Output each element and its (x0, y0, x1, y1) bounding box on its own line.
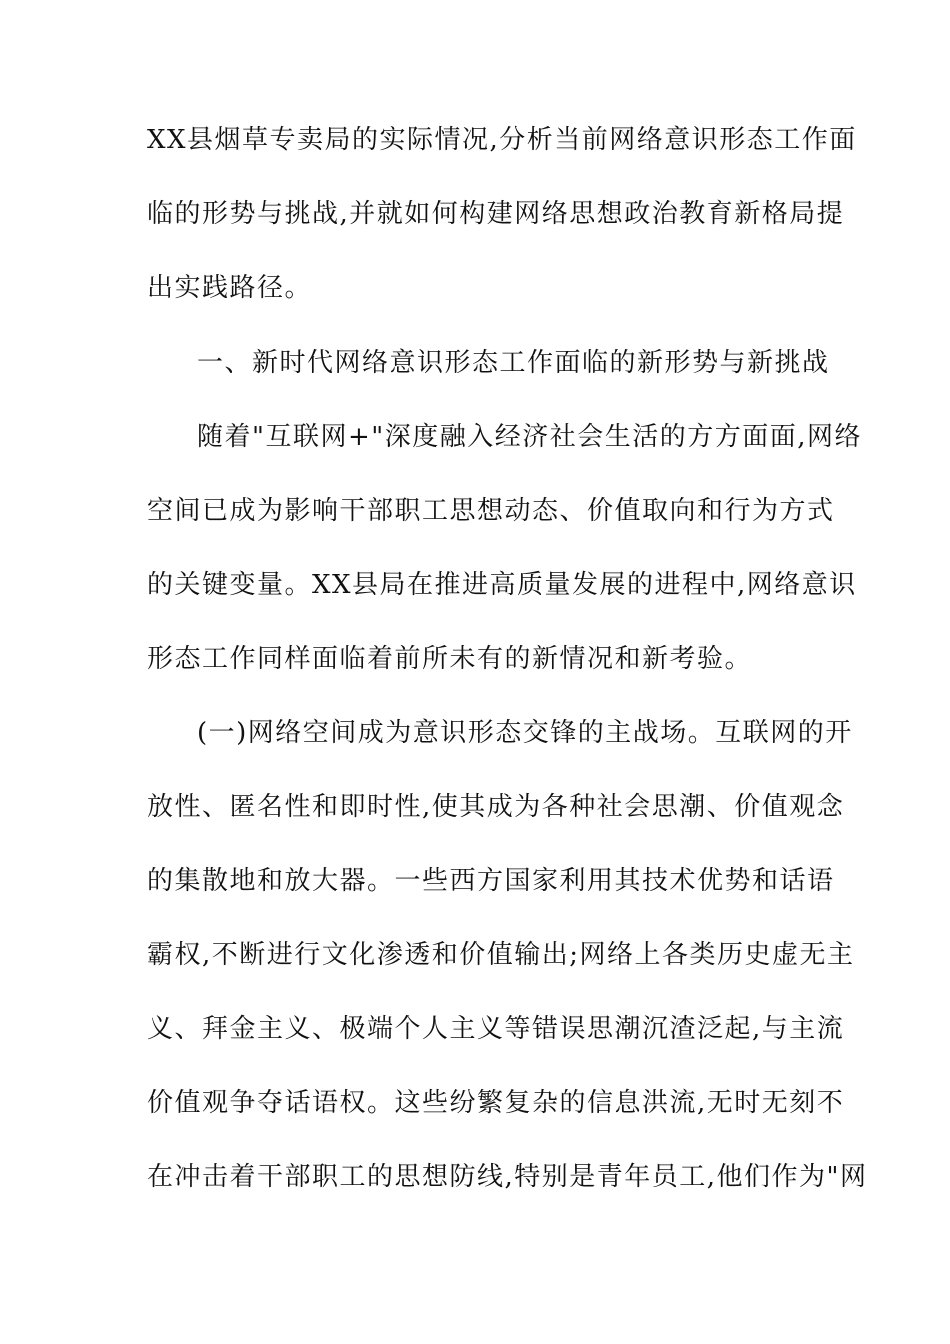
text-line: 随着"互联网+"深度融入经济社会生活的方方面面,网络 (197, 422, 862, 452)
text-line: 义、拜金主义、极端个人主义等错误思潮沉渣泛起,与主流 (147, 1014, 845, 1044)
text-line: (一)网络空间成为意识形态交锋的主战场。互联网的开 (197, 718, 853, 748)
text-line: 临的形势与挑战,并就如何构建网络思想政治教育新格局提 (147, 199, 845, 229)
text-line: 空间已成为影响干部职工思想动态、价值取向和行为方式 (147, 496, 835, 526)
text-line: XX县烟草专卖局的实际情况,分析当前网络意识形态工作面 (147, 125, 857, 155)
text-line: 的集散地和放大器。一些西方国家利用其技术优势和话语 (147, 866, 835, 896)
text-line: 霸权,不断进行文化渗透和价值输出;网络上各类历史虚无主 (147, 940, 855, 970)
text-line: 放性、匿名性和即时性,使其成为各种社会思潮、价值观念 (147, 792, 845, 822)
text-line: 在冲击着干部职工的思想防线,特别是青年员工,他们作为"网 (147, 1162, 868, 1192)
text-line: 的关键变量。XX县局在推进高质量发展的进程中,网络意识 (147, 570, 857, 600)
text-line: 价值观争夺话语权。这些纷繁复杂的信息洪流,无时无刻不 (147, 1088, 845, 1118)
text-line: 形态工作同样面临着前所未有的新情况和新考验。 (147, 644, 753, 674)
text-line: 出实践路径。 (147, 273, 313, 303)
section-heading: 一、新时代网络意识形态工作面临的新形势与新挑战 (197, 348, 830, 378)
